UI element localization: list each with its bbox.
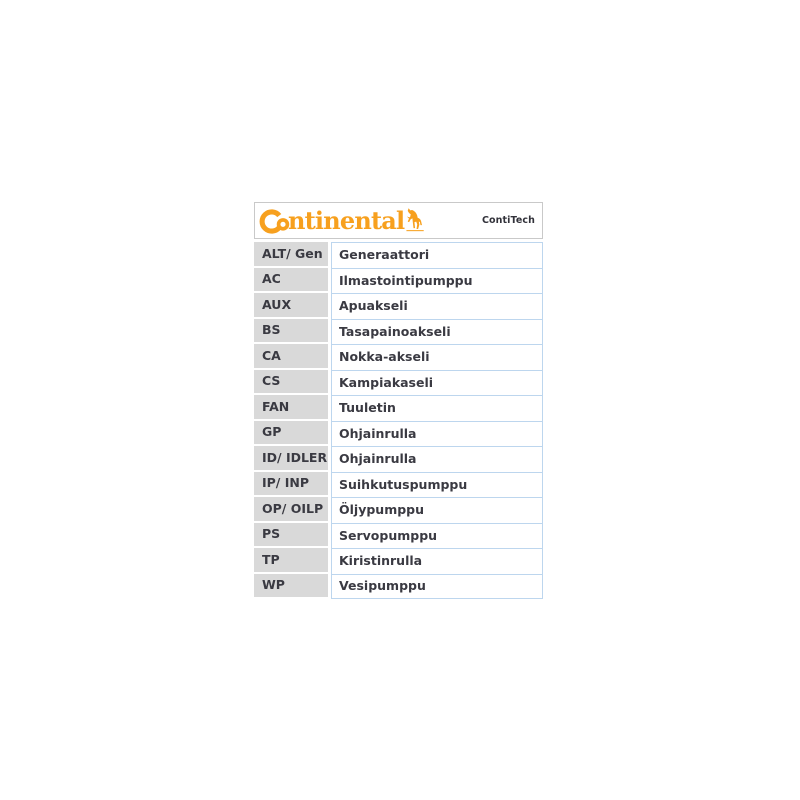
description-cell: Suihkutuspumppu xyxy=(331,472,543,498)
table-row xyxy=(254,574,543,600)
table-row xyxy=(254,370,543,396)
table-row xyxy=(254,548,543,574)
description-cell: Servopumppu xyxy=(331,523,543,549)
description-cell: Tasapainoakseli xyxy=(331,319,543,345)
table-row xyxy=(254,293,543,319)
description-cell: Kiristinrulla xyxy=(331,548,543,574)
table-row xyxy=(254,446,543,472)
table-row xyxy=(254,523,543,549)
description-cell: Kampiakaseli xyxy=(331,370,543,396)
legend-table xyxy=(254,242,543,599)
description-cell: Öljypumppu xyxy=(331,497,543,523)
description-cell: Ohjainrulla xyxy=(331,421,543,447)
table-row xyxy=(254,395,543,421)
description-cell: Ilmastointipumppu xyxy=(331,268,543,294)
abbreviation-cell: IP/ INP xyxy=(254,472,331,498)
description-cell: Vesipumppu xyxy=(331,574,543,600)
continental-wordmark: ntinental xyxy=(288,206,405,235)
brand-header xyxy=(254,202,543,239)
abbreviation-cell: CS xyxy=(254,370,331,396)
table-row xyxy=(254,242,543,268)
abbreviation-cell: AUX xyxy=(254,293,331,319)
contitech-logo: ContiTech xyxy=(481,215,535,226)
continental-co-icon xyxy=(259,208,291,235)
abbreviation-cell: PS xyxy=(254,523,331,549)
abbreviation-cell: WP xyxy=(254,574,331,600)
description-cell: Ohjainrulla xyxy=(331,446,543,472)
table-row xyxy=(254,344,543,370)
abbreviation-cell: ID/ IDLER xyxy=(254,446,331,472)
table-row xyxy=(254,319,543,345)
abbreviation-cell: GP xyxy=(254,421,331,447)
continental-horse-icon xyxy=(406,206,425,233)
abbreviation-cell: OP/ OILP xyxy=(254,497,331,523)
description-cell: Apuakseli xyxy=(331,293,543,319)
abbreviation-cell: BS xyxy=(254,319,331,345)
description-cell: Generaattori xyxy=(331,242,543,268)
description-cell: Tuuletin xyxy=(331,395,543,421)
abbreviation-cell: FAN xyxy=(254,395,331,421)
continental-logo xyxy=(259,206,425,236)
table-row xyxy=(254,472,543,498)
abbreviation-cell: CA xyxy=(254,344,331,370)
abbreviation-cell: ALT/ Gen xyxy=(254,242,331,268)
legend-table-body xyxy=(254,242,543,599)
abbreviation-cell: TP xyxy=(254,548,331,574)
legend-panel xyxy=(254,202,543,599)
table-row xyxy=(254,421,543,447)
description-cell: Nokka-akseli xyxy=(331,344,543,370)
abbreviation-cell: AC xyxy=(254,268,331,294)
table-row xyxy=(254,497,543,523)
table-row xyxy=(254,268,543,294)
